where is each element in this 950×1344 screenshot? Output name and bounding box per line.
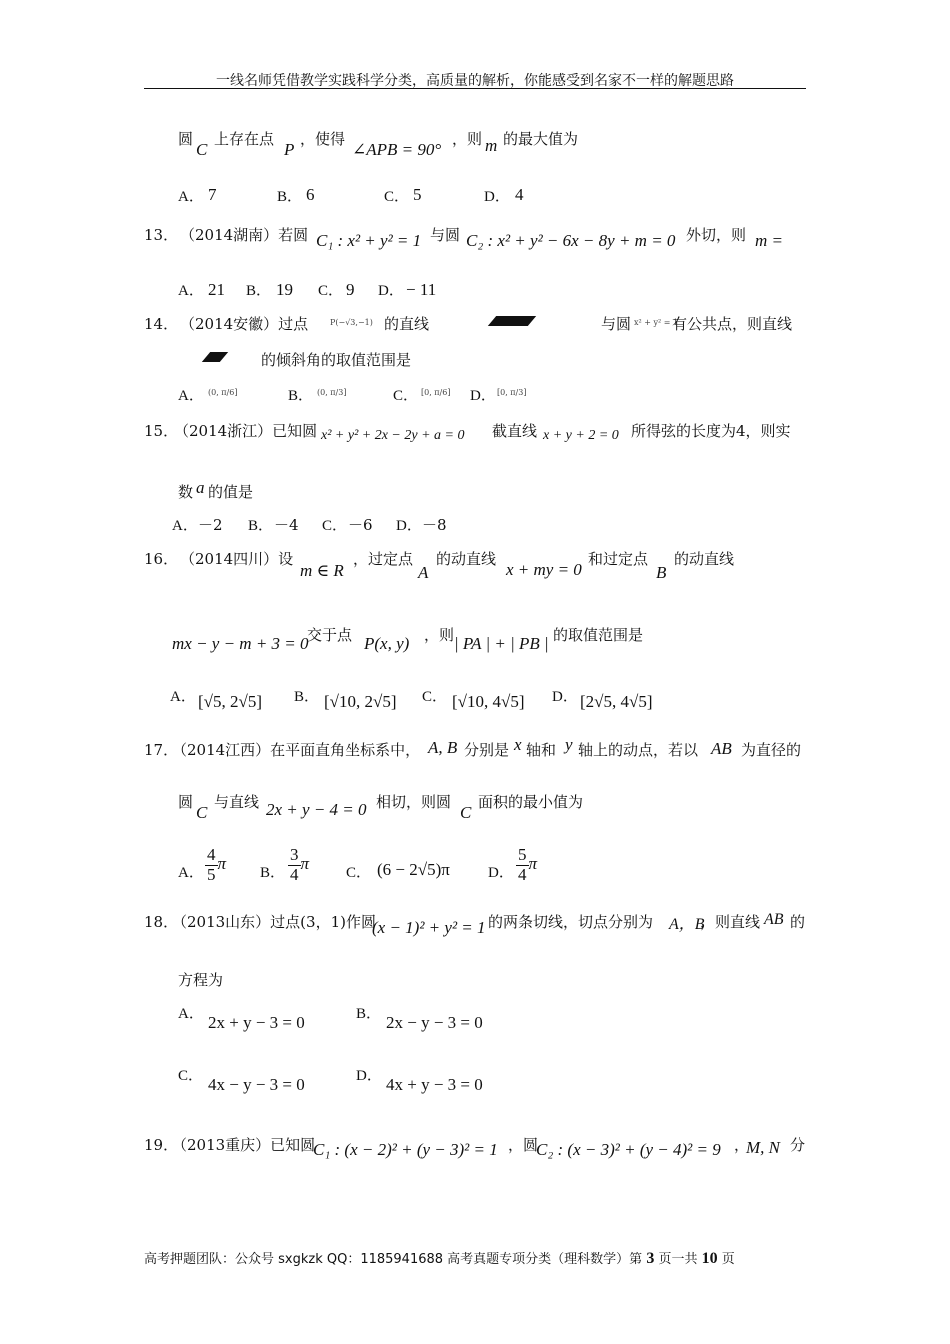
math-c: C	[196, 140, 208, 159]
option-b-label: B．	[277, 189, 303, 205]
math-points-ab: A，B	[669, 916, 705, 933]
math-circle: (x − 1)² + y² = 1	[372, 918, 486, 937]
math-c: C	[460, 803, 472, 822]
text: 轴上的动点，若以	[578, 741, 699, 759]
option-a-value: 2x + y − 3 = 0	[208, 1013, 305, 1032]
option-a-label: A．	[170, 689, 196, 705]
option-c-value: 4x − y − 3 = 0	[208, 1075, 305, 1094]
math-angle: ∠APB = 90°	[352, 140, 442, 159]
math-point: P(−√3,−1)	[330, 318, 373, 327]
math-line1: x + my = 0	[506, 560, 582, 579]
math-circle: x² + y² = 1	[634, 318, 679, 327]
header-rule	[144, 88, 806, 89]
math-ab-diameter: AB	[711, 739, 732, 758]
option-c-value: [√10, 4√5]	[452, 692, 525, 711]
question-number: 15．	[144, 422, 179, 440]
option-b-label: B．	[294, 689, 320, 705]
text: ，圆	[508, 1136, 539, 1154]
text: 分别是	[464, 741, 510, 759]
text: 的直线	[384, 315, 430, 333]
text: ，使得	[300, 130, 346, 148]
option-a-value: [√5, 2√5]	[198, 692, 262, 711]
option-b-label: B．	[356, 1006, 382, 1022]
question-number: 18．	[144, 913, 179, 931]
math-line: x + y + 2 = 0	[543, 428, 619, 443]
math-c: C	[196, 803, 208, 822]
fraction-numerator: 4	[207, 845, 216, 864]
math-point-p: P(x, y)	[364, 634, 410, 653]
option-d-label: D．	[552, 689, 578, 705]
option-b-value: 2x − y − 3 = 0	[386, 1013, 483, 1032]
pi-symbol: π	[217, 854, 227, 874]
footer-total-pages: 10	[701, 1250, 718, 1267]
option-a-label: A．	[178, 1006, 204, 1022]
option-a-label: A．	[178, 283, 204, 299]
page-footer	[144, 1248, 735, 1268]
text: 外切，则	[686, 226, 747, 244]
option-d-value: －8	[422, 516, 447, 534]
text: 与圆	[601, 315, 632, 333]
math-c2: C₂ : x² + y² − 6x − 8y + m = 0	[466, 231, 676, 250]
text: 的值是	[208, 483, 254, 501]
math-m-eq: m =	[755, 231, 783, 250]
option-c-label: C．	[422, 689, 448, 705]
fraction-numerator: 3	[290, 845, 299, 864]
text: 分	[790, 1136, 806, 1154]
text: ，则直线	[700, 913, 761, 931]
text: 所得弦的长度为4，则实	[631, 422, 791, 440]
option-b-label: B．	[248, 518, 274, 534]
option-b-value: (0, π/3]	[317, 388, 347, 397]
option-c-value: (6 − 2√5)π	[377, 860, 450, 879]
question-number: 17．	[144, 741, 179, 759]
footer-mid: 页一共	[658, 1252, 698, 1267]
option-b-label: B．	[288, 388, 314, 404]
footer-prefix: 高考押题团队：公众号 sxgkzk QQ：1185941688 高考真题专项分类（理科数学）第	[144, 1252, 643, 1267]
math-y: y	[565, 735, 573, 754]
math-p: P	[284, 140, 295, 159]
option-c-label: C．	[384, 189, 410, 205]
option-b-value: －4	[274, 516, 299, 534]
math-c1: C₁ : x² + y² = 1	[316, 231, 422, 250]
math-c1: C₁ : (x − 2)² + (y − 3)² = 1	[313, 1140, 498, 1159]
question-number: 13．	[144, 226, 179, 244]
text: 面积的最小值为	[478, 793, 584, 811]
option-c-label: C．	[318, 283, 344, 299]
math-m-in-r: m ∈ R	[300, 561, 344, 580]
text: 有公共点，则直线	[672, 315, 793, 333]
question-source: （2014江西）在平面直角坐标系中，	[172, 741, 421, 759]
option-c-value: 5	[413, 185, 422, 204]
math-circle: x² + y² + 2x − 2y + a = 0	[321, 428, 465, 443]
question-number: 14．	[144, 315, 179, 333]
text: 方程为	[178, 971, 224, 989]
option-d-value: [2√5, 4√5]	[580, 692, 653, 711]
text: 数	[178, 483, 194, 501]
text: ，过定点	[353, 550, 414, 568]
question-source: （2013重庆）已知圆	[172, 1136, 316, 1154]
option-c-value: 9	[346, 280, 355, 299]
option-d-value: − 11	[406, 280, 437, 299]
text: 的动直线	[436, 550, 497, 568]
math-expr: | PA | + | PB |	[454, 634, 549, 653]
question-source: （2014四川）设	[180, 550, 294, 568]
text: ，则	[424, 626, 455, 644]
line-figure	[488, 316, 536, 326]
option-d-label: D．	[484, 189, 510, 205]
option-a-value: 7	[208, 185, 217, 204]
math-ab: A, B	[428, 738, 458, 757]
math-a: A	[418, 563, 429, 582]
text: 圆	[178, 130, 194, 148]
pi-symbol: π	[528, 854, 538, 874]
question-source: （2014浙江）已知圆	[174, 422, 318, 440]
option-b-value	[288, 846, 309, 884]
fraction-denominator: 5	[207, 864, 216, 884]
question-source: （2014湖南）若圆	[180, 226, 309, 244]
option-a-label: A．	[178, 189, 204, 205]
option-d-label: D．	[378, 283, 404, 299]
text: 的动直线	[674, 550, 735, 568]
text: 的两条切线，切点分别为	[488, 913, 654, 931]
question-source: （2013山东）过点(3，1)作圆	[172, 913, 376, 931]
option-b-value: 6	[306, 185, 315, 204]
option-c-label: C．	[346, 865, 372, 881]
option-d-label: D．	[356, 1068, 382, 1084]
text: 的最大值为	[503, 130, 579, 148]
math-mn: M, N	[746, 1138, 780, 1157]
option-a-label: A．	[172, 518, 198, 534]
line-figure	[202, 352, 228, 362]
text: ，则	[452, 130, 483, 148]
question-number: 19．	[144, 1136, 179, 1154]
text: 的	[790, 913, 806, 931]
option-a-label: A．	[178, 865, 204, 881]
page-header: 一线名师凭借教学实践科学分类，高质量的解析，你能感受到名家不一样的解题思路	[216, 73, 734, 89]
math-line: 2x + y − 4 = 0	[266, 800, 367, 819]
option-d-value: 4x + y − 3 = 0	[386, 1075, 483, 1094]
math-m: m	[485, 136, 498, 155]
text: 为直径的	[741, 741, 802, 759]
math-c2: C₂ : (x − 3)² + (y − 4)² = 9	[536, 1140, 721, 1159]
text: 截直线	[492, 422, 538, 440]
footer-page-number: 3	[646, 1250, 655, 1267]
option-a-value: (0, π/6]	[208, 388, 238, 397]
option-a-value: 21	[208, 280, 225, 299]
text: 与直线	[214, 793, 260, 811]
option-d-label: D．	[470, 388, 496, 404]
option-b-value: [√10, 2√5]	[324, 692, 397, 711]
math-x: x	[514, 735, 522, 754]
option-d-value: 4	[515, 185, 524, 204]
text: 圆	[178, 793, 194, 811]
option-c-value: －6	[348, 516, 373, 534]
option-a-value: －2	[198, 516, 223, 534]
option-b-label: B．	[260, 865, 286, 881]
text: 和过定点	[588, 550, 649, 568]
text: 交于点	[307, 626, 353, 644]
math-b: B	[656, 563, 667, 582]
text: 轴和	[526, 741, 557, 759]
option-b-value: 19	[276, 280, 293, 299]
option-a-value	[205, 846, 226, 884]
option-c-value: [0, π/6]	[421, 388, 451, 397]
pi-symbol: π	[300, 854, 310, 874]
text: 的倾斜角的取值范围是	[261, 351, 412, 369]
fraction-denominator: 4	[518, 864, 527, 884]
option-c-label: C．	[393, 388, 419, 404]
option-d-label: D．	[396, 518, 422, 534]
option-a-label: A．	[178, 388, 204, 404]
fraction-numerator: 5	[518, 845, 527, 864]
text: 与圆	[430, 226, 461, 244]
footer-suffix: 页	[721, 1252, 735, 1267]
text: ，	[734, 1136, 750, 1154]
option-c-label: C．	[178, 1068, 204, 1084]
question-number: 16．	[144, 550, 179, 568]
option-d-label: D．	[488, 865, 514, 881]
fraction-denominator: 4	[290, 864, 299, 884]
math-line-ab: AB	[764, 911, 784, 928]
option-d-value: [0, π/3]	[497, 388, 527, 397]
option-d-value	[516, 846, 537, 884]
option-b-label: B．	[246, 283, 272, 299]
option-c-label: C．	[322, 518, 348, 534]
text: 上存在点	[214, 130, 275, 148]
math-line2: mx − y − m + 3 = 0	[172, 634, 309, 653]
text: 的取值范围是	[553, 626, 644, 644]
math-a: a	[196, 478, 205, 497]
text: 相切，则圆	[376, 793, 452, 811]
question-source: （2014安徽）过点	[180, 315, 309, 333]
